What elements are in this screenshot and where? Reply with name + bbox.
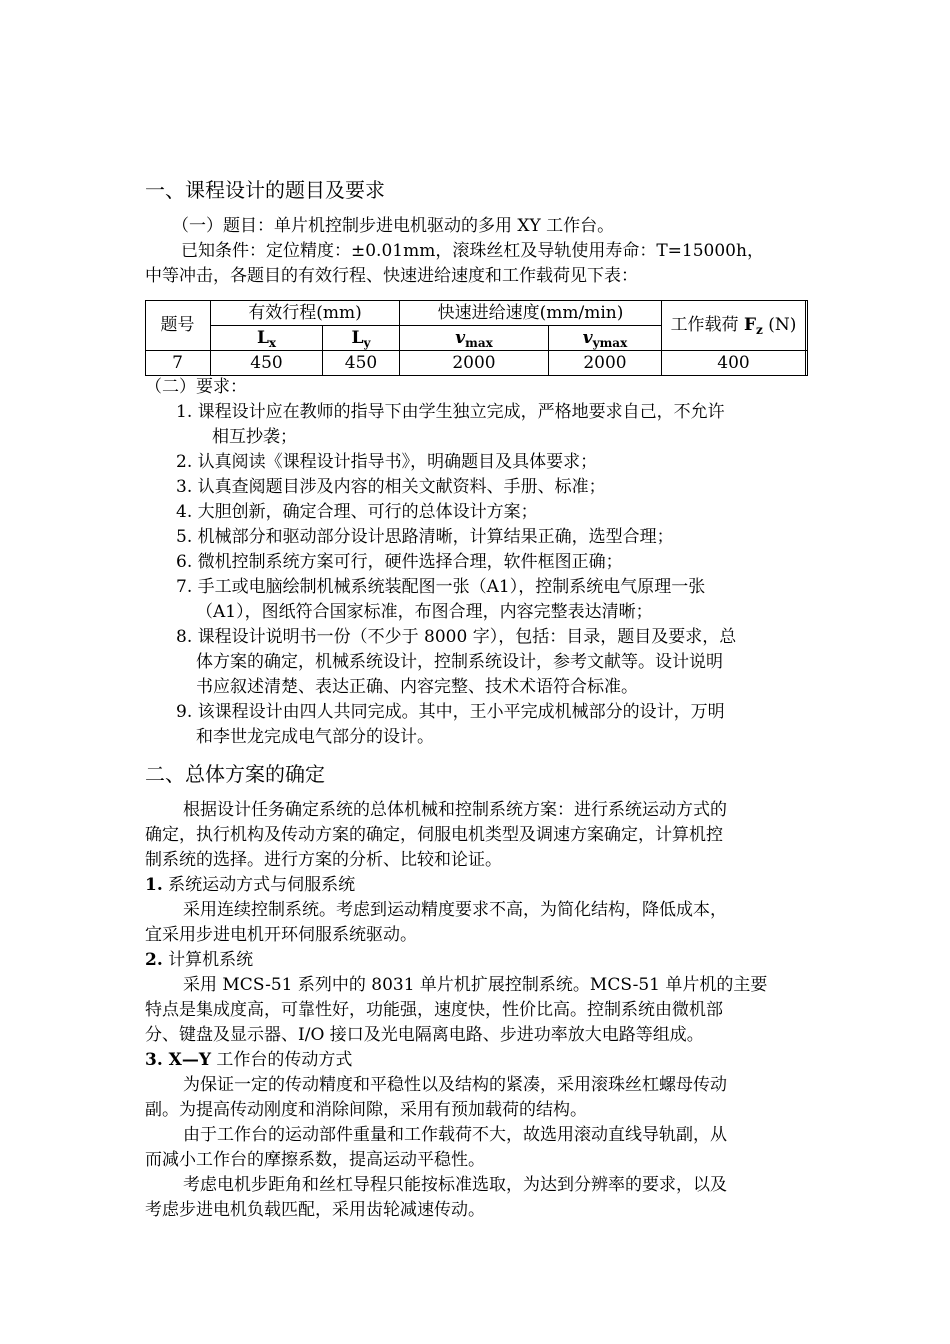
- list-item-7-line-2: （A1），图纸符合国家标准，布图合理，内容完整表达清晰；: [196, 602, 653, 622]
- requirements-heading: （二）要求：: [145, 377, 247, 397]
- subsection-1-line-1: 采用连续控制系统。考虑到运动精度要求不高，为简化结构，降低成本，: [183, 900, 727, 920]
- intro-line-3: 制系统的选择。进行方案的分析、比较和论证。: [145, 850, 502, 870]
- subsection-2-line-1: 采用 MCS-51 系列中的 8031 单片机扩展控制系统。MCS-51 单片机的主要: [183, 975, 768, 995]
- list-item-9-line-1: 9. 该课程设计由四人共同完成。其中，王小平完成机械部分的设计，万明: [176, 702, 725, 722]
- list-item-1-line-2: 相互抄袭；: [212, 427, 297, 447]
- list-item-1-line-1: 1. 课程设计应在教师的指导下由学生独立完成，严格地要求自己，不允许: [176, 402, 725, 422]
- list-item-6: 6. 微机控制系统方案可行，硬件选择合理，软件框图正确；: [176, 552, 623, 572]
- table-cell-number: 7: [172, 353, 183, 373]
- list-item-9-line-2: 和李世龙完成电气部分的设计。: [196, 727, 434, 747]
- condition-line-1: 已知条件：定位精度：±0.01mm，滚珠丝杠及导轨使用寿命：T=15000h，: [181, 241, 764, 261]
- table-cell-lx: 450: [250, 353, 283, 373]
- header-load: 工作载荷 $F_z$ (N): [670, 315, 797, 337]
- subsection-1-line-2: 宜采用步进电机开环伺服系统驱动。: [145, 925, 417, 945]
- subsection-3-para3-line-2: 考虑步进电机负载匹配，采用齿轮减速传动。: [145, 1200, 485, 1220]
- intro-line-2: 确定，执行机构及传动方案的确定，伺服电机类型及调速方案确定，计算机控: [145, 825, 723, 845]
- subsection-3-para1-line-1: 为保证一定的传动精度和平稳性以及结构的紧凑，采用滚珠丝杠螺母传动: [183, 1075, 727, 1095]
- list-item-8-line-2: 体方案的确定，机械系统设计，控制系统设计，参考文献等。设计说明: [196, 652, 723, 672]
- header-lx: $L_x$: [256, 328, 277, 350]
- section1-heading: 一、课程设计的题目及要求: [145, 178, 385, 202]
- subsection-2-title: 2. 计算机系统: [145, 950, 254, 970]
- subsection-3-title: 3. X—Y 工作台的传动方式: [145, 1050, 353, 1070]
- header-speed: 快速进给速度(mm/min): [437, 303, 624, 323]
- list-item-5: 5. 机械部分和驱动部分设计思路清晰，计算结果正确，选型合理；: [176, 527, 674, 547]
- section2-heading: 二、总体方案的确定: [145, 762, 325, 786]
- subsection-2-line-3: 分、键盘及显示器、I/O 接口及光电隔离电路、步进功率放大电路等组成。: [145, 1025, 704, 1045]
- parameter-table: [145, 300, 808, 376]
- header-ly: $L_y$: [351, 328, 371, 350]
- subsection-2-line-2: 特点是集成度高，可靠性好，功能强，速度快，性价比高。控制系统由微机部: [145, 1000, 723, 1020]
- subsection-3-para2-line-2: 而减小工作台的摩擦系数，提高运动平稳性。: [145, 1150, 485, 1170]
- condition-line-2: 中等冲击，各题目的有效行程、快速进给速度和工作载荷见下表：: [145, 266, 638, 286]
- list-item-3: 3. 认真查阅题目涉及内容的相关文献资料、手册、标准；: [176, 477, 606, 497]
- header-stroke: 有效行程(mm): [248, 303, 362, 323]
- table-cell-load: 400: [717, 353, 750, 373]
- list-item-7-line-1: 7. 手工或电脑绘制机械系统装配图一张（A1），控制系统电气原理一张: [176, 577, 706, 597]
- subsection-1-title: 1. 系统运动方式与伺服系统: [145, 875, 356, 895]
- list-item-8-line-3: 书应叙述清楚、表达正确、内容完整、技术术语符合标准。: [196, 677, 638, 697]
- subsection-3-para2-line-1: 由于工作台的运动部件重量和工作载荷不大，故选用滚动直线导轨副，从: [183, 1125, 727, 1145]
- table-cell-vymax: 2000: [583, 353, 627, 373]
- list-item-4: 4. 大胆创新，确定合理、可行的总体设计方案；: [176, 502, 538, 522]
- header-number: 题号: [160, 315, 195, 335]
- table-cell-ly: 450: [344, 353, 378, 373]
- header-vymax: $v_{ymax}$: [582, 328, 628, 350]
- table-cell-vxmax: 2000: [452, 353, 496, 373]
- list-item-8-line-1: 8. 课程设计说明书一份（不少于 8000 字），包括：目录，题目及要求，总: [176, 627, 737, 647]
- list-item-2: 2. 认真阅读《课程设计指导书》，明确题目及具体要求；: [176, 452, 598, 472]
- subsection-3-para1-line-2: 副。为提高传动刚度和消除间隙，采用有预加载荷的结构。: [145, 1100, 587, 1120]
- intro-line-1: 根据设计任务确定系统的总体机械和控制系统方案：进行系统运动方式的: [183, 800, 727, 820]
- subsection-3-para3-line-1: 考虑电机步距角和丝杠导程只能按标准选取，为达到分辨率的要求，以及: [183, 1175, 727, 1195]
- topic-line: （一）题目：单片机控制步进电机驱动的多用 XY 工作台。: [172, 216, 615, 236]
- header-vxmax: $v_{max}$: [455, 328, 493, 350]
